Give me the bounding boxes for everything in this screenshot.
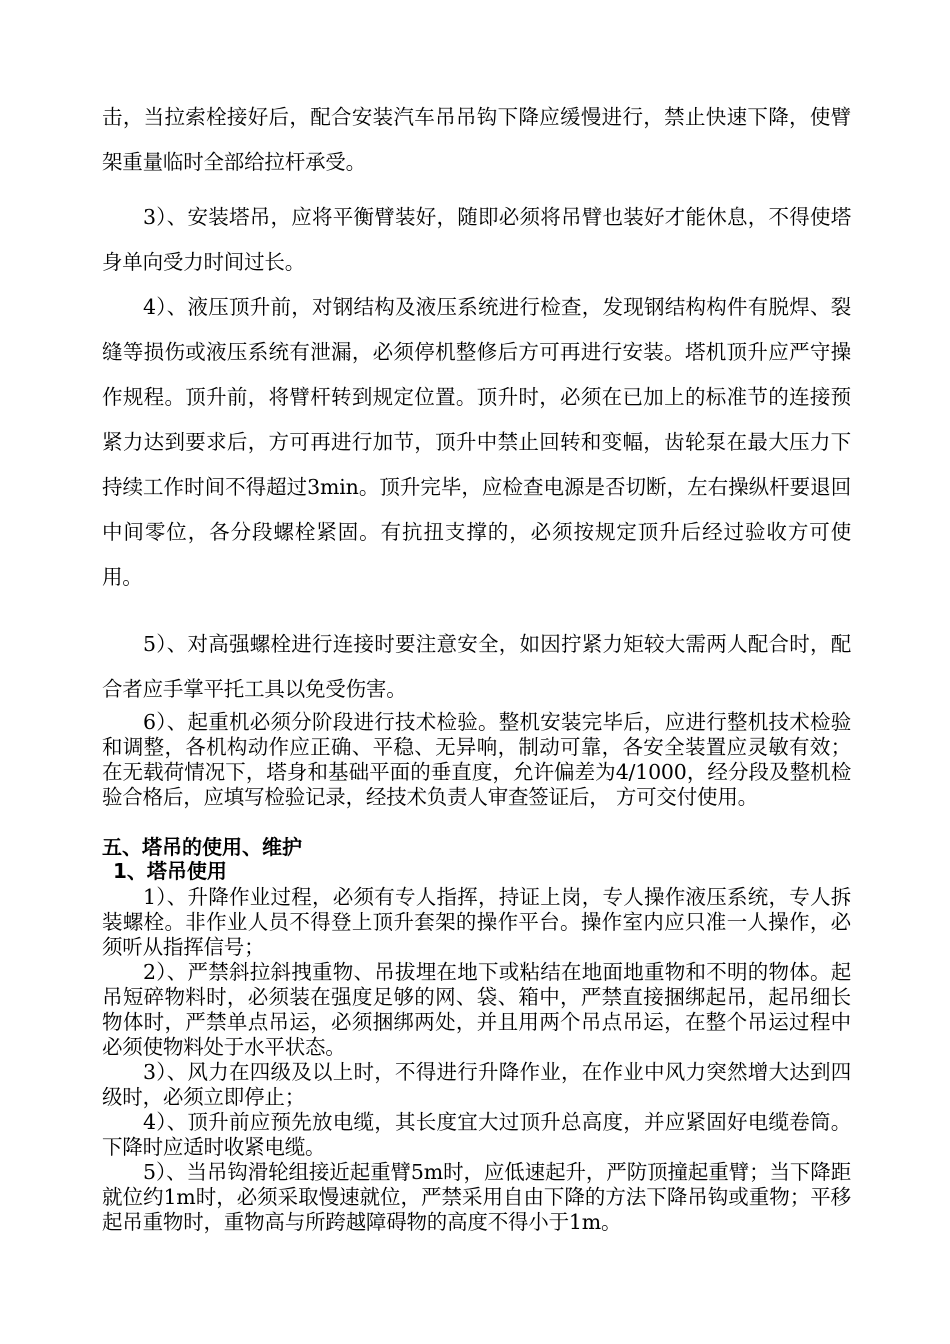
paragraph-usage-1: 1）、升降作业过程，必须有专人指挥，持证上岗，专人操作液压系统，专人拆装螺栓。非作业人员不得登上顶升套架的操作平台。操作室内应只准一人操作，必须听从指挥信号； [102,885,851,959]
section-heading: 五、塔吊的使用、维护 [102,835,302,859]
paragraph-usage-3: 3）、风力在四级及以上时，不得进行升降作业，在作业中风力突然增大达到四级时，必须立即停止； [102,1060,851,1109]
paragraph-continuation: 击，当拉索栓接好后，配合安装汽车吊吊钩下降应缓慢进行，禁止快速下降，使臂架重量临时全部给拉杆承受。 [102,105,851,174]
subsection-heading: 1、塔吊使用 [113,859,227,883]
paragraph-step-4: 4）、液压顶升前，对钢结构及液压系统进行检查，发现钢结构构件有脱焊、裂缝等损伤或液压系统有泄漏，必须停机整修后方可再进行安装。塔机顶升应严守操作规程。顶升前，将臂杆转到规定位置。顶升时，必须在已加上的标准节的连接预紧力达到要求后，方可再进行加节，顶升中禁止回转和变幅，齿轮泵在最大压力下持续工作时间不得超过3min。顶升完毕，应检查电源是否切断，左右操纵杆要退回中间零位，各分段螺栓紧固。有抗扭支撑的，必须按规定顶升后经过验收方可使用。 [102,295,851,589]
paragraph-step-3: 3）、安装塔吊，应将平衡臂装好，随即必须将吊臂也装好才能休息，不得使塔身单向受力时间过长。 [102,205,851,274]
paragraph-usage-5: 5）、当吊钩滑轮组接近起重臂5m时，应低速起升，严防顶撞起重臂；当下降距就位约1m时，必须采取慢速就位，严禁采用自由下降的方法下降吊钩或重物；平移起吊重物时，重物高与所跨越障碍物的高度不得小于1m。 [102,1160,851,1234]
paragraph-step-6: 6）、起重机必须分阶段进行技术检验。整机安装完毕后，应进行整机技术检验和调整，各机构动作应正确、平稳、无异响，制动可靠，各安全装置应灵敏有效；在无载荷情况下，塔身和基础平面的垂直度，允许偏差为4/1000，经分段及整机检验合格后，应填写检验记录，经技术负责人审查签证后， 方可交付使用。 [102,710,851,809]
paragraph-usage-2: 2）、严禁斜拉斜拽重物、吊拔埋在地下或粘结在地面地重物和不明的物体。起吊短碎物料时，必须装在强度足够的网、袋、箱中，严禁直接捆绑起吊，起吊细长物体时，严禁单点吊运，必须捆绑两处，并且用两个吊点吊运，在整个吊运过程中必须使物料处于水平状态。 [102,960,851,1059]
paragraph-usage-4: 4）、顶升前应预先放电缆，其长度宜大过顶升总高度，并应紧固好电缆卷筒。下降时应适时收紧电缆。 [102,1110,851,1159]
paragraph-step-5: 5）、对高强螺栓进行连接时要注意安全，如因拧紧力矩较大需两人配合时，配合者应手掌平托工具以免受伤害。 [102,632,851,701]
